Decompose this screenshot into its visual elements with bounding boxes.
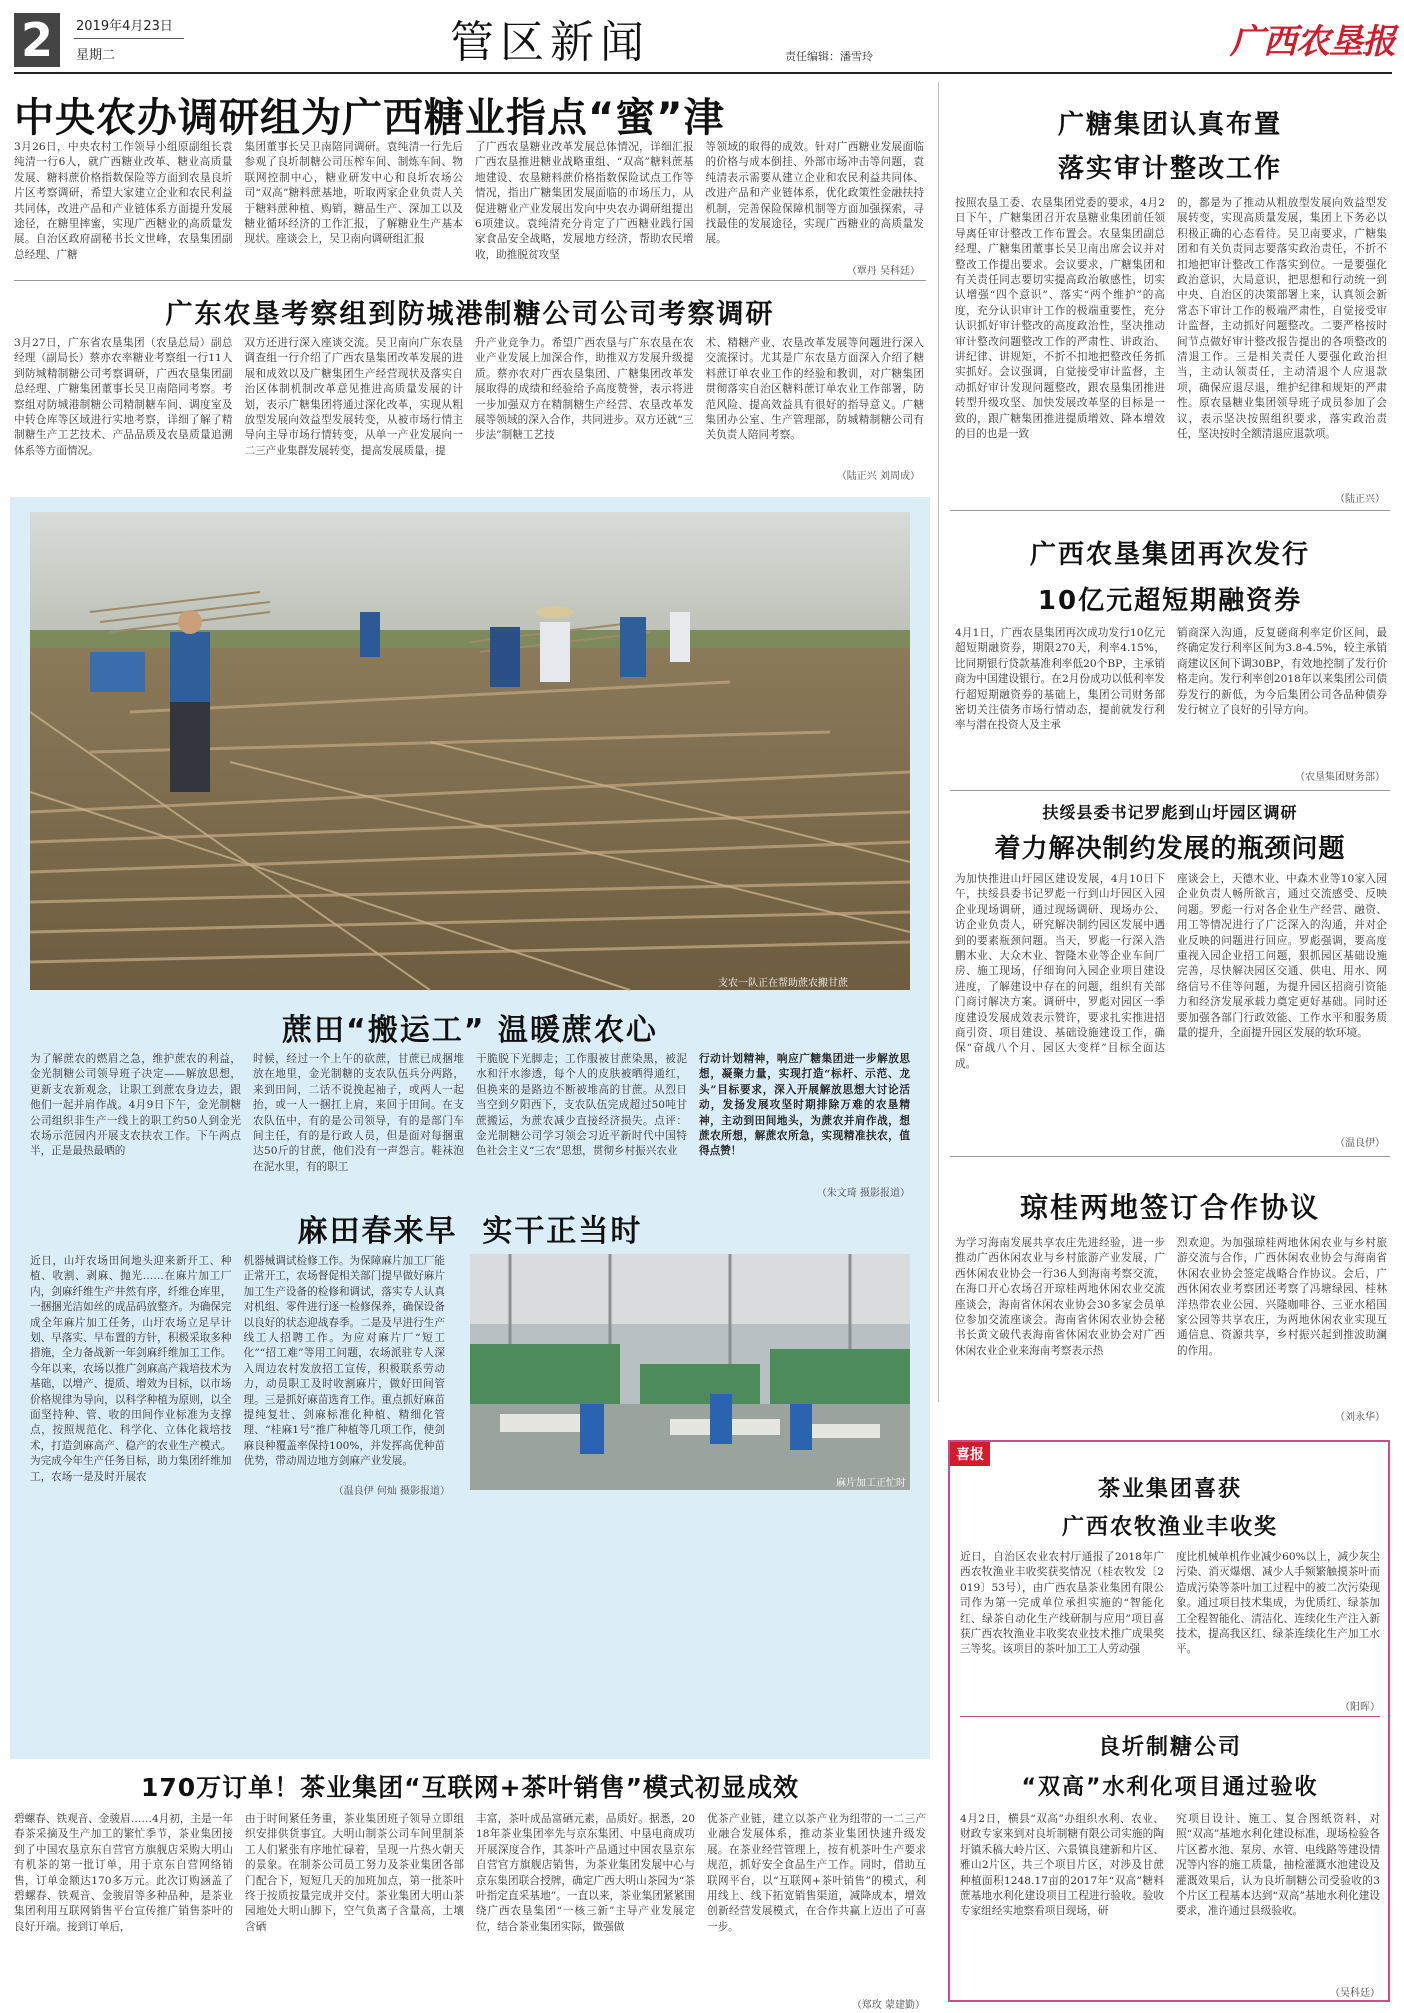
article-9-body xyxy=(30,1052,910,1182)
issue-date: 2019年4月23日 xyxy=(76,19,173,34)
article-3-body xyxy=(955,196,1387,482)
article-7-headline-1: 茶业集团喜获 xyxy=(1097,1477,1242,1502)
article-1-headline: 中央农办调研组为广西糖业指点“蜜”津 xyxy=(14,95,725,141)
article-3-col-2: 的，都是为了推动从粗放型发展向效益型发展转变，实现高质量发展，集团上下务必以积极正确的心态看待。吴卫南要求，广糖集团和有关负责同志要落实政治责任，不折不扣地把审计整改工作落实到位。一是要强化政治意识，大局意识，把思想和行动统一到中央、自治区的决策部署上来，认真领会新常态下审计工作的极端严肃性，自觉接受审计监督，主动抓好问题整改。二要严格按时间节点做好审计整改报告提出的各项整改的清退工作。三是相关责任人要强化政治担当，主动认领责任，主动清退个人应退款项，确保应退尽退，维护纪律和规矩的严肃性。原农垦糖业集团领导班子成员参加了会议，表示坚决按照组织要求，落实政治责任，坚决按时全额清退应退款项。 xyxy=(1177,197,1387,441)
article-6-col-1: 为学习海南发展共享农庄先进经验，进一步推动广西休闲农业与乡村旅游产业发展，广西休闲农业协会一行36人到海南考察交流，在海口开心农场召开琼桂两地休闲农业交流座谈会，海南省休闲农业协会30多家会员单位参加交流座谈会。海南省休闲农业协会秘书长黄文破代表海南省休闲农业协会对广西休闲农业企业来海南考察表示热 xyxy=(955,1237,1165,1357)
hemp-factory-image xyxy=(470,1254,910,1490)
article-11-body xyxy=(14,1812,926,2002)
good-news-tag: 喜报 xyxy=(950,1442,990,1466)
photo-caption-hemp: 麻片加工正忙时 xyxy=(836,1478,906,1489)
article-8-col-2: 究项目设计、施工、复合图纸资料，对照“双高”基地水利化建设标准，现场检验各片区蓄水池、泵房、水管、电线路等建设情况等内容的施工质量，抽检灌溉水池建设及灌溉效果后，认为良圻制糖公司受验收的3个片区工程基本达到“双高”基地水利化建设要求，准许通过县级验收。 xyxy=(1176,1813,1380,1918)
article-6-headline: 琼桂两地签订合作协议 xyxy=(1019,1191,1320,1224)
article-7-body xyxy=(960,1550,1380,1692)
article-11-byline: （郑玫 蒙建勤） xyxy=(851,2000,925,2011)
article-8-col-1: 4月2日，横县“双高”办组织水利、农业、财政专家来到对良圻制糖有限公司实施的陶圩镇禾稿大岭片区、六景镇良建新和片区、雅山2片区，共三个项目片区，对涉及甘蔗种植面积1248.17亩的2017年“双高”糖料蔗基地水利化建设项目工程进行验收。验收专家组经实地察看项目现场，研 xyxy=(960,1813,1164,1918)
article-5-byline: （温良伊） xyxy=(1335,1138,1385,1149)
article-11-col-1: 碧螺春、铁观音、金骏眉……4月初，主是一年春茶采摘及生产加工的繁忙季节，茶业集团接到了中国农垦京东自营官方旗舰店采购大明山有机茶的第一批订单，用于京东自营网络销售，订单金额达170多万元。此次订购涵盖了碧螺春、铁观音、金骏眉等多种品种，是茶业集团利用互联网销售平台宣传推广销售茶叶的良好开端。接到订单后， xyxy=(14,1813,233,1933)
article-1-byline: （覃丹 吴科廷） xyxy=(846,266,920,277)
article-11-headline: 170万订单！茶业集团“互联网+茶叶销售”模式初显成效 xyxy=(141,1773,799,1802)
article-8-headline-2: “双高”水利化项目通过验收 xyxy=(1021,1775,1319,1800)
article-9-col-2: 时候，经过一个上午的砍蔗，甘蔗已成捆堆放在地里，金光制糖的支农队伍兵分两路，来到田间，二话不说挽起袖子，或两人一起抬，或一人一捆扛上肩，来回于田间。在支农队伍中，有的是公司领导，有的是部门车间主任，有的是行政人员，但是面对每捆重达50斤的甘蔗，他们没有一声怨言。鞋袜泡在泥水里，有的职工 xyxy=(253,1053,464,1173)
article-10-byline: （温良伊 何灿 摄影报道） xyxy=(333,1486,450,1497)
article-2-col-1: 3月27日，广东省农垦集团（农垦总局）副总经理（副局长）蔡亦农率糖业考察组一行11人到防城精制糖公司考察调研，广西农垦集团副总经理、广糖集团董事长吴卫南陪同考察。考察组对防城港制糖公司精制糖车间、调度室及中转仓库等区域进行实地考察，详细了解了精制糖生产工艺技术、产品品质及农垦质量追溯体系等方面情况。 xyxy=(14,337,233,457)
section-title: 管区新闻 xyxy=(450,17,650,68)
article-2-body xyxy=(14,336,924,464)
issue-weekday: 星期二 xyxy=(76,48,116,63)
article-5-col-1: 为加快推进山圩园区建设发展，4月10日下午，扶绥县委书记罗彪一行到山圩园区入园企业现场调研，通过现场调研、现场办公、访企业负责人，研究解决制约园区发展中遇到的要素瓶颈问题。当天，罗彪一行深入浩鹏木业、大众木业、智隆木业等企业车间厂房、施工现场，仔细询问入园企业项目建设进度，了解建设中存在的问题，组织有关部门商讨解决方案。调研中，罗彪对园区一季度建设发展成效表示赞许，要求扎实推进招商引资、项目建设、基础设施建设工作，确保“奋战八个月、园区大变样”目标全面达成。 xyxy=(955,873,1165,1070)
article-8-byline: （吴科廷） xyxy=(1330,1988,1380,1999)
article-1-col-3: 了广西农垦糖业改革发展总体情况，详细汇报广西农垦推进糖业战略重组、“双高”糖料蔗基地建设、农垦糖料蔗价格指数保险试点工作等情况，指出广糖集团发展面临的市场压力，从促进糖业产业发展出发向中央农办调研组提出6项建议。袁纯清充分肯定了广西糖业践行国家食品安全战略，发展地方经济，帮助农民增收，助推脱贫攻坚 xyxy=(475,141,694,261)
article-5-col-2: 座谈会上，天德木业、中森木业等10家入园企业负责人畅所欲言，通过交流感受、反映问题。罗彪一行对各企业生产经营、融资、用工等情况进行了广泛深入的沟通，并对企业反映的问题进行回应。罗彪强调，要高度重视入园企业招工问题，狠抓园区基础设施完善，尽快解决园区交通、供电、用水、网络信号不佳等问题，为提升园区招商引资能力和经济发展承载力奠定更好基础。同时还要加强各部门行政效能、工作水平和服务质量的提升，全面提升园区发展的软环境。 xyxy=(1177,873,1387,1040)
hemp-factory-photo xyxy=(470,1254,910,1490)
article-4-headline-1: 广西农垦集团再次发行 xyxy=(1029,540,1310,570)
article-8-headline-1: 良圻制糖公司 xyxy=(1097,1735,1242,1760)
article-4-col-2: 销商深入沟通，反复磋商利率定价区间，最终确定发行利率区间为3.8-4.5%，较主承销商建议区间下调30BP，有效地控制了发行价格走向。发行利率创2018年以来集团公司债券发行的新低，为今后集团公司各品种债券发行树立了良好的引导方向。 xyxy=(1177,627,1387,717)
newspaper-logo: 广西农垦报 xyxy=(1230,22,1395,62)
article-2-headline: 广东农垦考察组到防城港制糖公司公司考察调研 xyxy=(165,299,775,330)
article-10-col-2: 机器械调试检修工作。为保障麻片加工厂能正常开工，农场督促相关部门提早做好麻片加工生产设备的检修和调试，落实专人认真对机组、零件进行逐一检修保养，确保设备以良好的状态迎战春季。二是及早进行生产线工人招聘工作。为应对麻片厂“短工化”“招工难”等用工问题，农场派驻专人深入周边农村发放招工宣传，积极联系劳动力，动员职工及时收割麻片，做好田间管理。三是抓好麻苗选育工作。重点抓好麻苗提纯复壮、剑麻标准化种植、精细化管理、“桂麻1号”推广种植等几项工作，使剑麻良种覆盖率保持100%，并发挥高优种苗优势，带动周边地方剑麻产业发展。 xyxy=(243,1255,445,1468)
article-2-col-4: 术、精糖产业、农垦改革发展等问题进行深入交流探讨。尤其是广东农垦方面深入介绍了糖料蔗订单农业工作的经验和教训，对广糖集团贯彻落实自治区糖料蔗订单农业工作部署，防范风险、提高效益具有很好的指导意义。广糖集团办公室、生产管理部，防城精制糖公司有关负责人陪同考察。 xyxy=(705,337,924,442)
article-4-body xyxy=(955,626,1387,764)
article-1-col-1: 3月26日，中央农村工作领导小组原副组长袁纯清一行6人，就广西糖业改革、糖业高质量发展、糖料蔗价格指数保险等方面到农垦良圻片区考察调研，希望大家建立企业和农民利益共同体，改进产品和产业链体系方面提升发展途径，在糖里摔蜜，实现广西糖业的高质量发展。自治区政府副秘书长文世峰，农垦集团副总经理、广糖 xyxy=(14,141,233,261)
sugarcane-field-image xyxy=(30,512,910,990)
article-9-col-1: 为了解蔗农的燃眉之急，维护蔗农的利益，金光制糖公司领导班子决定——解放思想，更新支农新观念，让职工到蔗农身边去，跟他们一起并肩作战。4月9日下午，金光制糖公司组织非生产一线上的职工约50人到金光农场示范园内开展支农扶农工作。下午两点半，正是最热最晒的 xyxy=(30,1053,241,1158)
article-1-body xyxy=(14,140,924,260)
article-5-kicker: 扶绥县委书记罗彪到山圩园区调研 xyxy=(1042,803,1298,822)
article-3-col-1: 按照农垦工委、农垦集团党委的要求，4月2日下午，广糖集团召开农垦糖业集团前任领导离任审计整改工作布置会。农垦集团副总经理、广糖集团董事长吴卫南出席会议并对整改工作提出要求。会议要求，广糖集团和有关责任同志要切实提高政治敏感性，切实认增强“四个意识”、落实“两个维护”的高度，充分认识审计工作的极端重要性，充分认识抓好审计整改的高度政治性，坚决推动审计整改问题整改工作的严肃性、讲政治、讲纪律、讲规矩，不折不扣地把整改任务抓实抓好。会议强调，自觉接受审计监督，主动抓好审计发现问题整改，跟农垦集团推进转型升级攻坚、加快发展改革坚的目标是一致的，跟广糖集团推进提质增效、降本增效的目的也是一致 xyxy=(955,197,1165,441)
article-1-col-4: 等领域的取得的成效。针对广西糖业发展面临的价格与成本倒挂、外部市场冲击等问题，袁纯清表示需要从建立企业和农民利益共同体、改进产品和产业链体系，优化政策性金融扶持机制，完善保险保障机制等方面加强探索，寻找最佳的发展途径，实现广西糖业的高质量发展。 xyxy=(705,141,924,246)
editor-credit: 责任编辑：潘雪玲 xyxy=(785,50,873,63)
article-11-col-3: 丰富，茶叶成品富硒元素，品质好。据悉，2018年茶业集团率先与京东集团、中垦电商成功开展深度合作，其茶叶产品通过中国农垦京东自营官方旗舰店销售，为茶业集团发展中心与京东集团联合授牌，确定广西大明山茶园为“茶叶指定直采基地”。一直以来，茶业集团紧紧围绕广西农垦集团“一核三新”主导产业发展定位，结合茶业集团实际，做强做 xyxy=(476,1813,695,1933)
article-2-col-2: 双方还进行深入座谈交流。吴卫南向广东农垦调查组一行介绍了广西农垦集团改革发展的进展和成效以及广糖集团生产经营现状及落实自治区体制机制改革意见推进高质量发展的计划，表示广糖集团将通过深化改革，实现从粗放型发展向效益型发展转变，从被市场行情主导向主导市场行情转变，从单一产业发展向一二三产业集群发展转变，提高发展质量，提 xyxy=(244,337,463,457)
article-9-col-4: 行动计划精神，响应广糖集团进一步解放思想，凝聚力量，实现打造“标杆、示范、龙头”目标要求，深入开展解放思想大讨论活动，发扬发展攻坚时期排除万难的农垦精神，主动到田间地头，为蔗农并肩作战，想蔗农所想，解蔗农所急，实现精准扶农，值得点赞！ xyxy=(699,1053,910,1158)
article-9-headline: 蔗田“搬运工” 温暖蔗农心 xyxy=(282,1013,658,1048)
article-7-byline: （阳晖） xyxy=(1340,1702,1380,1713)
article-6-body xyxy=(955,1236,1387,1396)
article-1-col-2: 集团董事长吴卫南陪同调研。袁纯清一行先后参观了良圻制糖公司压榨车间、制炼车间、物联网控制中心，糖业研发中心和良圻农场公司“双高”糖料蔗基地，听取两家企业负责人关于糖料蔗种植、购销，糖品生产、深加工以及糖业循环经济的工作汇报，了解糖业生产基本现状。座谈会上，吴卫南向调研组汇报 xyxy=(244,141,463,246)
article-9-col-3: 干脆脱下光脚走；工作服被甘蔗染黑，被泥水和汗水渗透，每个人的皮肤被晒得通红，但换来的是路边不断被堆高的甘蔗。从烈日当空到夕阳西下，支农队伍完成超过50吨甘蔗搬运，为蔗农减少直接经济损失。点评：金光制糖公司学习领会习近平新时代中国特色社会主义“三农”思想，贯彻乡村振兴农业 xyxy=(476,1053,687,1158)
article-4-byline: （农垦集团财务部） xyxy=(1295,772,1385,783)
article-4-col-1: 4月1日，广西农垦集团再次成功发行10亿元超短期融资券，期限270天，利率4.15%，比同期银行贷款基准利率低20个BP，主承销商为中国建设银行。在2月份成功以低利率发行超短期融资券的基础上，集团公司财务部密切关注债务市场行情动态，提前就发行利率与潜在投资人及主承 xyxy=(955,627,1165,732)
article-10-body xyxy=(30,1254,445,1483)
article-7-headline-2: 广西农牧渔业丰收奖 xyxy=(1061,1515,1278,1540)
page-number-box: 2 xyxy=(14,13,60,67)
article-6-byline: （刘永华） xyxy=(1335,1412,1385,1423)
article-9-byline: （朱文琦 摄影报道） xyxy=(816,1188,910,1199)
article-10-col-1: 近日，山圩农场田间地头迎来新开工、种植、收割、剥麻、抛光……在麻片加工厂内，剑麻纤维生产井然有序，纤维仓库里，一捆捆光洁如丝的成品码放整齐。为确保完成全年麻片加工任务，山圩农场立足早计划、早落实、早布置的方针，积极采取多种措施，全力备战新一年剑麻纤维加工工作。今年以来，农场以推广剑麻高产栽培技术为基础，以增产、提质、增效为目标，以市场价格规律为导向，以科学种植为原则，以全面坚持种、管、收的田间作业标准为支撑点，按照规范化、科学化、立体化栽培技术，打造剑麻高产、稳产的农业生产模式。为完成今年生产任务目标，助力集团纤维加工，农场一是及时开展农 xyxy=(30,1255,232,1483)
article-8-body xyxy=(960,1812,1380,1982)
article-3-byline: （陆正兴） xyxy=(1335,494,1385,505)
photo-caption-sugarcane: 支农一队正在帮助蔗农搬甘蔗 xyxy=(718,978,848,989)
article-10-headline: 麻田春来早 实干正当时 xyxy=(297,1214,643,1249)
article-7-col-1: 近日，自治区农业农村厅通报了2018年广西农牧渔业丰收奖获奖情况（桂农牧发〔2019〕53号），由广西农垦茶业集团有限公司作为第一完成单位承担实施的“智能化红、绿茶自动化生产线研制与应用”项目喜获广西农牧渔业丰收奖农业技术推广成果奖三等奖。该项目的茶叶加工工人劳动强 xyxy=(960,1551,1164,1656)
article-11-col-4: 优茶产业链，建立以茶产业为纽带的一二三产业融合发展体系，推动茶业集团快速升级发展。在茶业经营管理上，按有机茶叶生产要求规范，抓好安全食品生产工作。同时，借助互联网平台，以“互联网+茶叶销售”的模式，利用线上、线下拓宽销售渠道，减降成本，增效创新经营发展模式，在合作共赢上迈出了可喜一步。 xyxy=(707,1813,926,1933)
sugarcane-photo xyxy=(30,512,910,990)
article-4-headline-2: 10亿元超短期融资券 xyxy=(1037,586,1303,616)
article-2-col-3: 升产业竞争力。希望广西农垦与广东农垦在农业产业发展上加深合作，助推双方发展升级提质。蔡亦农对广西农垦集团、广糖集团改革发展取得的成绩和经验给予高度赞誉，表示将进一步加强双方在精制糖生产经营、农垦改革发展等领域的深入合作，共同进步。双方还就“三步法”制糖工艺技 xyxy=(475,337,694,442)
article-5-headline: 着力解决制约发展的瓶颈问题 xyxy=(994,834,1346,864)
article-3-headline-1: 广糖集团认真布置 xyxy=(1057,110,1282,140)
article-3-headline-2: 落实审计整改工作 xyxy=(1057,154,1282,184)
article-5-body xyxy=(955,872,1387,1120)
article-6-col-2: 烈欢迎。为加强琼桂两地休闲农业与乡村旅游交流与合作，广西休闲农业协会与海南省休闲农业协会签定战略合作协议。会后，广西休闲农业考察团还考察了冯塘绿园、桂林洋热带农业公园、兴隆咖啡谷、三亚水稻国家公园等共享农庄，为两地休闲农业实现互通信息、资源共享，乡村振兴起到推波助澜的作用。 xyxy=(1177,1237,1387,1357)
article-11-col-2: 由于时间紧任务重，茶业集团班子领导立即组织安排供货事宜。大明山制茶公司车间里制茶工人们紧张有序地忙碌着，呈现一片热火朝天的景象。在制茶公司员工努力及茶业集团各部门配合下，短短几天的加班加点，第一批茶叶终于按质按量完成并交付。茶业集团大明山茶园地处大明山脚下，空气负离子含量高，土壤含硒 xyxy=(245,1813,464,1933)
article-2-byline: （陆正兴 刘周成） xyxy=(836,471,920,482)
article-7-col-2: 度比机械单机作业减少60%以上，减少灰尘污染、消灭爆烟、减少人手频繁触摸茶叶而造成污染等茶叶加工过程中的被二次污染现象。通过项目技术集成，为优质红、绿茶加工全程智能化、清洁化、连续化生产注入新技术，提高我区红、绿茶连续化生产加工水平。 xyxy=(1176,1551,1380,1656)
